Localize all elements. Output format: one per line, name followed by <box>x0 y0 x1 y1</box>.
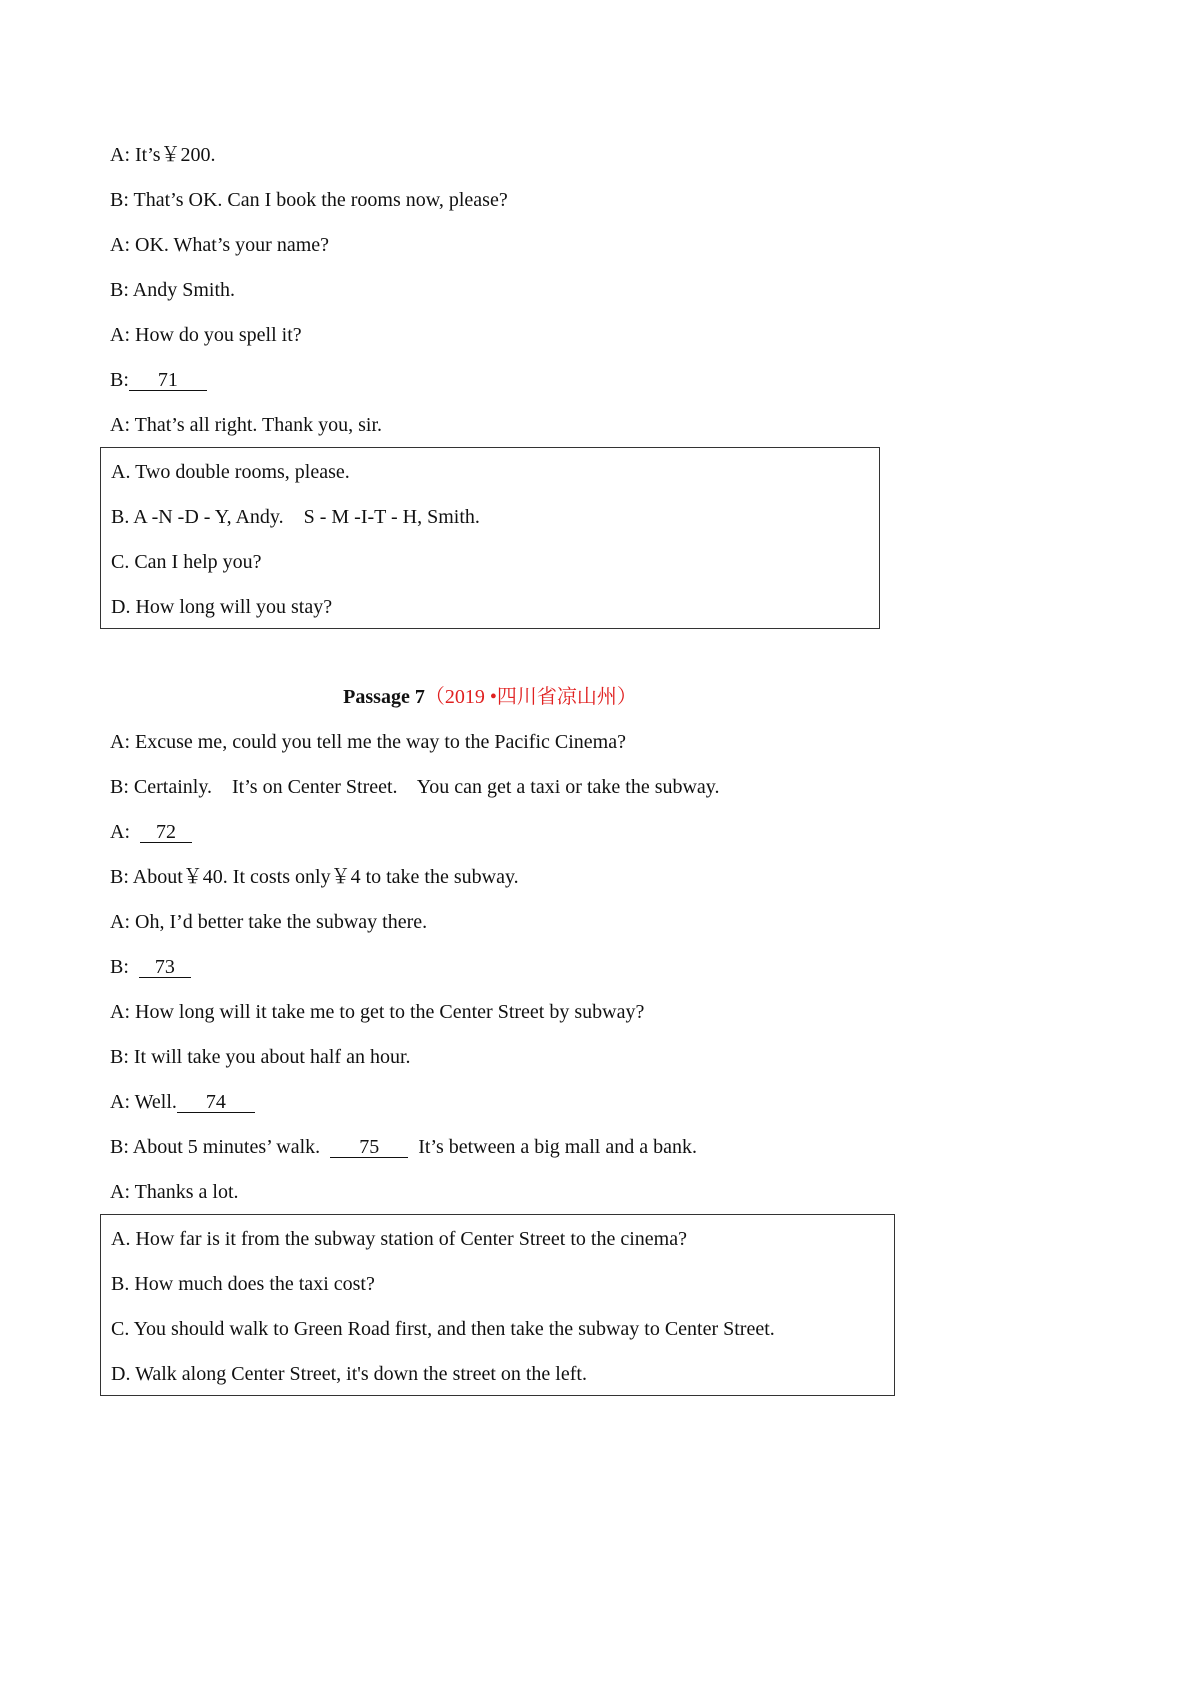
speaker-label: B: <box>110 369 129 391</box>
answer-blank-73[interactable]: 73 <box>139 957 191 978</box>
dialogue-line: A: Excuse me, could you tell me the way to the Pacific Cinema? <box>110 731 626 753</box>
dialogue-line-blank <box>110 955 191 979</box>
speaker-label: B: About 5 minutes’ walk. <box>110 1136 321 1158</box>
dialogue-line: B: About￥40. It costs only￥4 to take the subway. <box>110 866 519 888</box>
option-a: A. Two double rooms, please. <box>111 461 350 483</box>
dialogue-line-blank <box>110 820 192 844</box>
option-b: B. A -N -D - Y, Andy. S - M -I-T - H, Smith. <box>111 506 480 528</box>
dialogue-line: A: That’s all right. Thank you, sir. <box>110 414 383 436</box>
dialogue-line: A: OK. What’s your name? <box>110 234 330 256</box>
dialogue-line: B: That’s OK. Can I book the rooms now, please? <box>110 189 508 211</box>
answer-blank-75[interactable]: 75 <box>330 1137 408 1158</box>
dialogue-line: A: Oh, I’d better take the subway there. <box>110 911 428 933</box>
options-box-passage6 <box>100 447 880 629</box>
dialogue-line: B: It will take you about half an hour. <box>110 1046 411 1068</box>
option-b: B. How much does the taxi cost? <box>111 1273 375 1295</box>
answer-blank-72[interactable]: 72 <box>140 822 192 843</box>
passage-title: Passage 7 <box>343 686 425 708</box>
options-box-passage7 <box>100 1214 895 1396</box>
dialogue-line: B: Andy Smith. <box>110 279 236 301</box>
answer-blank-74[interactable]: 74 <box>177 1092 255 1113</box>
dialogue-text: It’s between a big mall and a bank. <box>418 1136 697 1158</box>
speaker-label: B: <box>110 956 129 978</box>
option-a: A. How far is it from the subway station of Center Street to the cinema? <box>111 1228 687 1250</box>
dialogue-line-blank <box>110 368 207 392</box>
dialogue-line: A: How do you spell it? <box>110 324 302 346</box>
option-c: C. You should walk to Green Road first, and then take the subway to Center Street. <box>111 1318 775 1340</box>
dialogue-line: A: It’s￥200. <box>110 144 216 166</box>
dialogue-line-blank <box>110 1090 255 1114</box>
answer-blank-71[interactable]: 71 <box>129 370 207 391</box>
speaker-label: A: Well. <box>110 1091 177 1113</box>
option-d: D. How long will you stay? <box>111 596 333 618</box>
passage-heading <box>0 685 980 709</box>
dialogue-line: B: Certainly. It’s on Center Street. You can get a taxi or take the subway. <box>110 776 720 798</box>
speaker-label: A: <box>110 821 130 843</box>
dialogue-line-blank <box>110 1135 697 1159</box>
dialogue-line: A: Thanks a lot. <box>110 1181 239 1203</box>
option-d: D. Walk along Center Street, it's down the street on the left. <box>111 1363 587 1385</box>
option-c: C. Can I help you? <box>111 551 262 573</box>
passage-source: （2019 •四川省凉山州） <box>424 686 637 708</box>
dialogue-line: A: How long will it take me to get to the Center Street by subway? <box>110 1001 645 1023</box>
